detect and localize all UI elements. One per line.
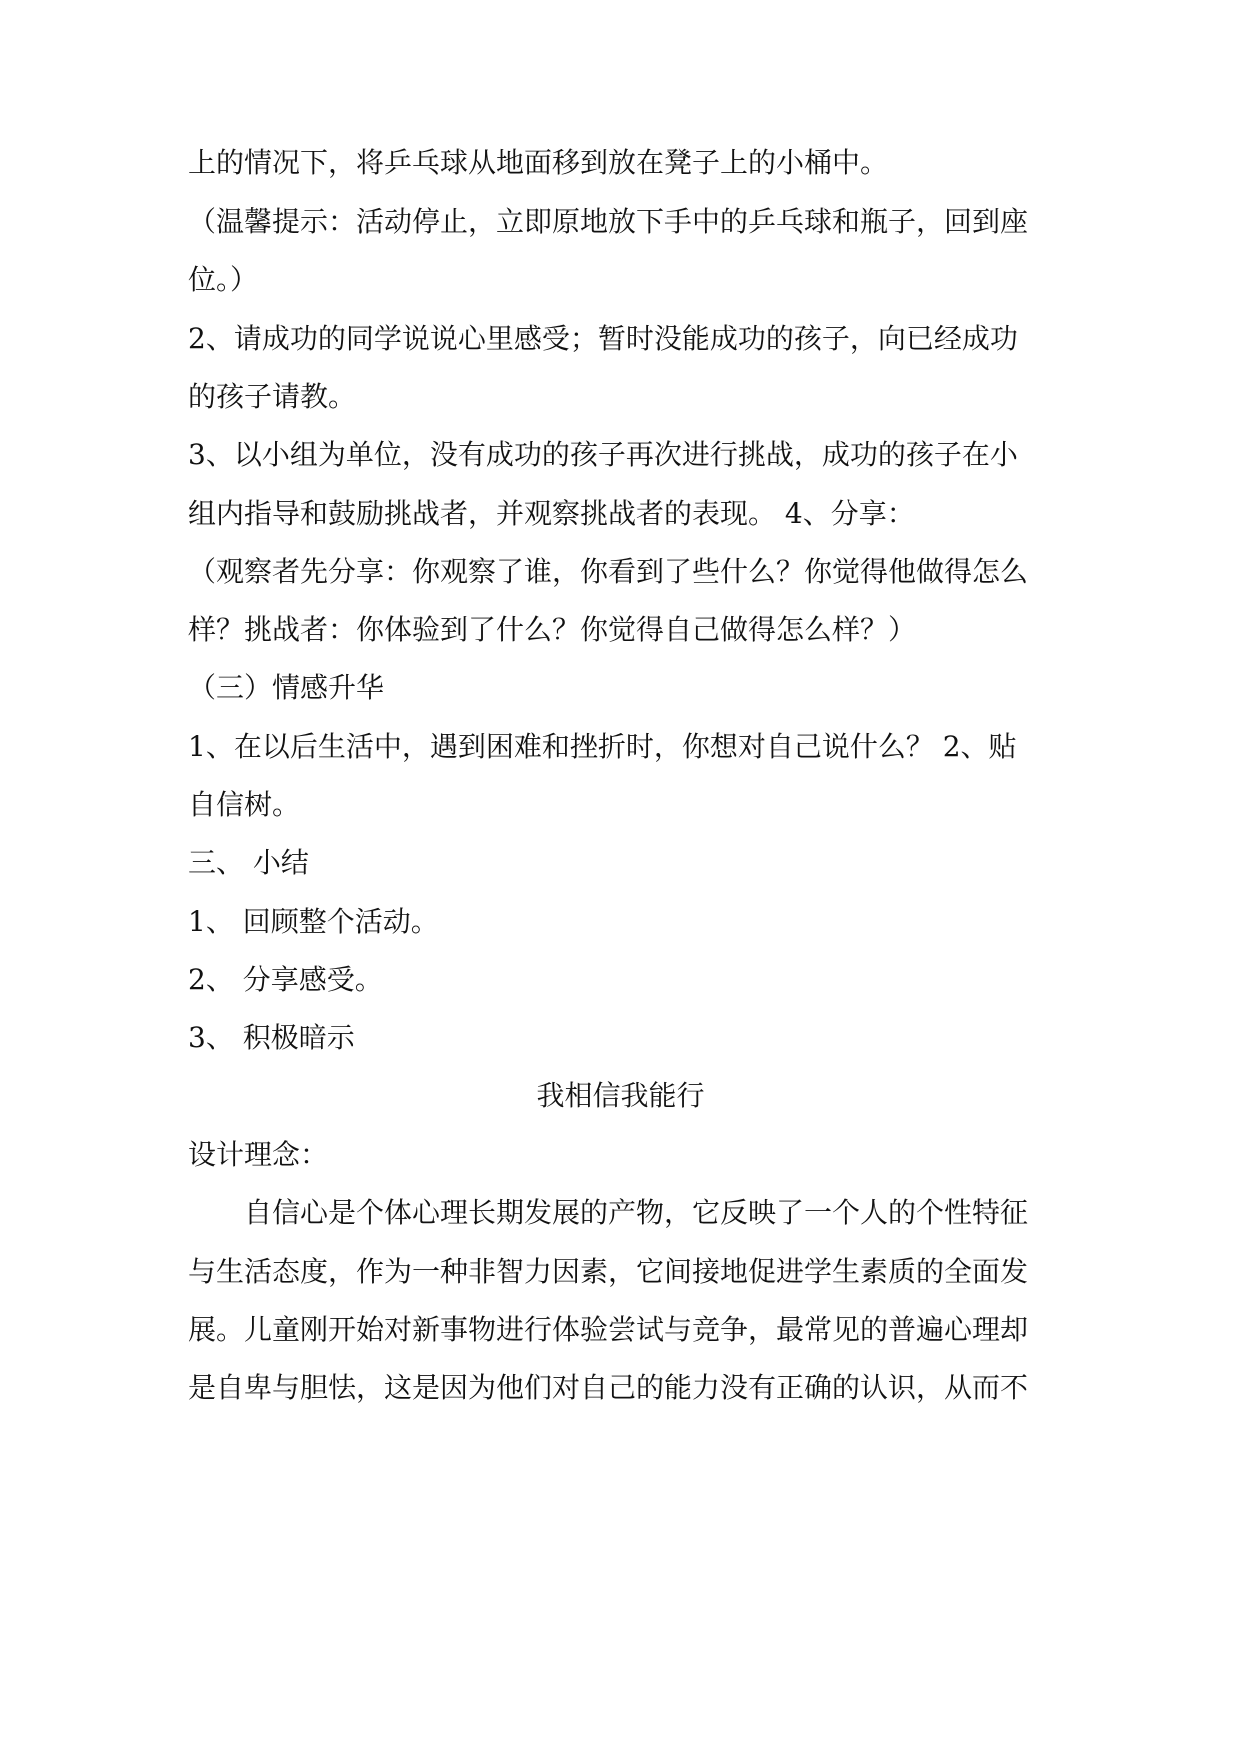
list-item: 3、 积极暗示	[188, 1021, 355, 1054]
text-line: 3、以小组为单位，没有成功的孩子再次进行挑战，成功的孩子在小	[188, 438, 1018, 471]
text-line: 位。）	[188, 263, 259, 296]
text-line: 组内指导和鼓励挑战者，并观察挑战者的表现。 4、分享：	[188, 497, 915, 530]
text-line: 2、请成功的同学说说心里感受；暂时没能成功的孩子，向已经成功	[188, 322, 1018, 355]
text-line: （温馨提示：活动停止，立即原地放下手中的乒乓球和瓶子，回到座	[188, 205, 1029, 238]
text-line: 的孩子请教。	[188, 380, 357, 413]
text-line: 1、在以后生活中，遇到困难和挫折时，你想对自己说什么？ 2、贴	[188, 730, 1017, 763]
list-item: 2、 分享感受。	[188, 963, 383, 996]
document-title: 我相信我能行	[536, 1079, 705, 1112]
text-line: 上的情况下，将乒乓球从地面移到放在凳子上的小桶中。	[188, 146, 889, 179]
text-line: 样？挑战者：你体验到了什么？你觉得自己做得怎么样？）	[188, 613, 917, 646]
section-heading: 三、 小结	[188, 846, 309, 879]
paragraph-line: 展。儿童刚开始对新事物进行体验尝试与竞争，最常见的普遍心理却	[188, 1313, 1029, 1346]
section-label: 设计理念：	[188, 1138, 329, 1171]
text-line: 自信树。	[188, 788, 301, 821]
text-line: （观察者先分享：你观察了谁，你看到了些什么？你觉得他做得怎么	[188, 555, 1029, 588]
paragraph-line: 自信心是个体心理长期发展的产物，它反映了一个人的个性特征	[188, 1196, 1029, 1229]
paragraph-line: 与生活态度，作为一种非智力因素，它间接地促进学生素质的全面发	[188, 1255, 1029, 1288]
section-heading: （三）情感升华	[188, 671, 385, 704]
list-item: 1、 回顾整个活动。	[188, 905, 439, 938]
paragraph-line: 是自卑与胆怯，这是因为他们对自己的能力没有正确的认识，从而不	[188, 1371, 1029, 1404]
